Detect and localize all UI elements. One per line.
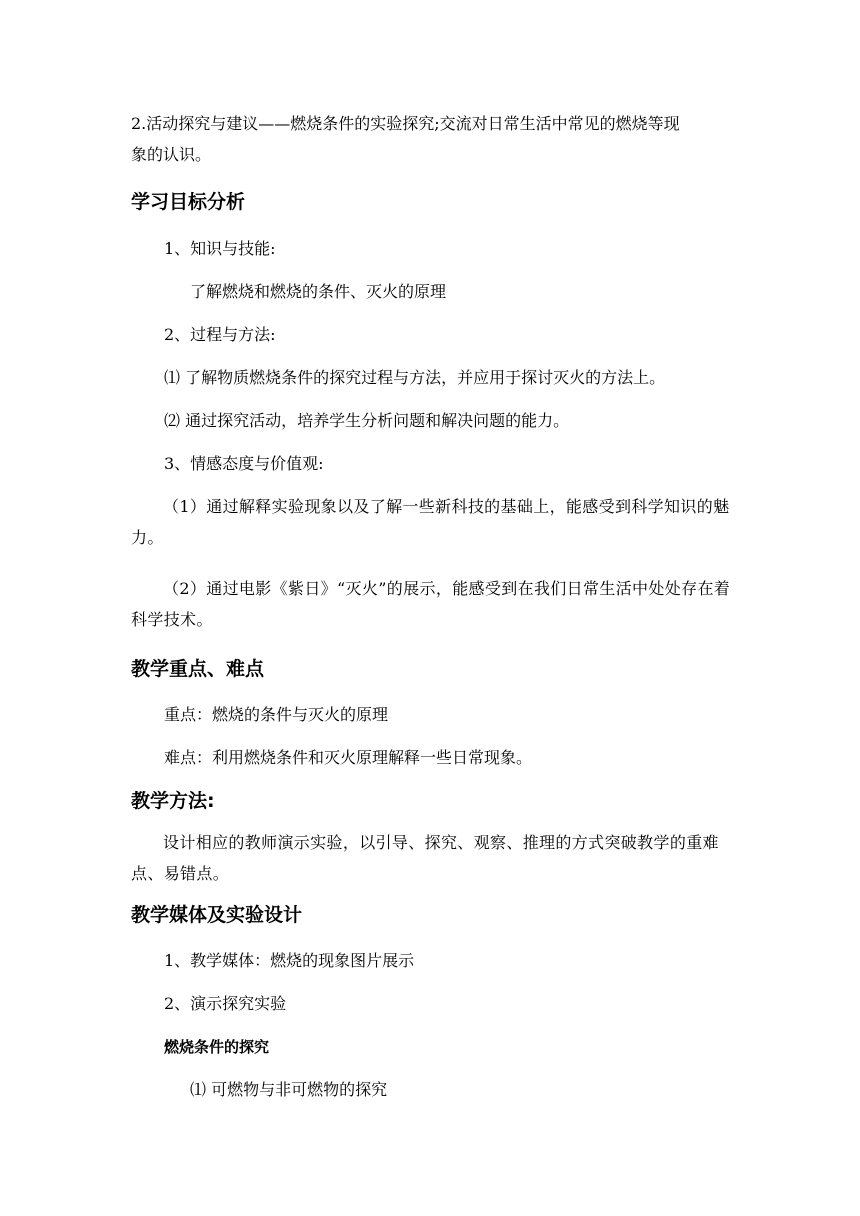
objectives-heading: 学习目标分析 <box>131 191 246 213</box>
media-heading: 教学媒体及实验设计 <box>131 904 303 926</box>
methods-text: 设计相应的教师演示实验，以引导、探究、观察、推理的方式突破教学的重难点、易错点。 <box>131 833 719 883</box>
experiment-point-1: ⑴ 可燃物与非可燃物的探究 <box>190 1080 388 1099</box>
objective-2-point-2: ⑵ 通过探究活动，培养学生分析问题和解决问题的能力。 <box>164 411 570 430</box>
objective-3-point-2: （2）通过电影《紫日》“灭火”的展示，能感受到在我们日常生活中处处存在着科学技术。 <box>131 579 731 629</box>
experiment-subheading: 燃烧条件的探究 <box>164 1038 270 1056</box>
media-item-2: 2、演示探究实验 <box>164 994 287 1013</box>
key-point-focus: 重点：燃烧的条件与灭火的原理 <box>164 705 389 724</box>
objective-1-title: 1、知识与技能: <box>164 239 276 258</box>
objective-1-text: 了解燃烧和燃烧的条件、灭火的原理 <box>190 282 447 301</box>
methods-heading: 教学方法: <box>131 790 215 812</box>
media-item-1: 1、教学媒体：燃烧的现象图片展示 <box>164 951 415 970</box>
objective-3-point-1: （1）通过解释实验现象以及了解一些新科技的基础上，能感受到科学知识的魅力。 <box>131 497 730 547</box>
key-points-heading: 教学重点、难点 <box>131 658 265 680</box>
key-point-difficulty: 难点：利用燃烧条件和灭火原理解释一些日常现象。 <box>164 748 533 767</box>
objective-2-point-1: ⑴ 了解物质燃烧条件的探究过程与方法，并应用于探讨灭火的方法上。 <box>164 368 666 387</box>
intro-line-1: 2.活动探究与建议——燃烧条件的实验探究;交流对日常生活中常见的燃烧等现 <box>131 114 680 133</box>
objective-2-title: 2、过程与方法: <box>164 325 276 344</box>
objective-3-title: 3、情感态度与价值观: <box>164 454 324 473</box>
intro-line-2: 象的认识。 <box>131 145 212 164</box>
